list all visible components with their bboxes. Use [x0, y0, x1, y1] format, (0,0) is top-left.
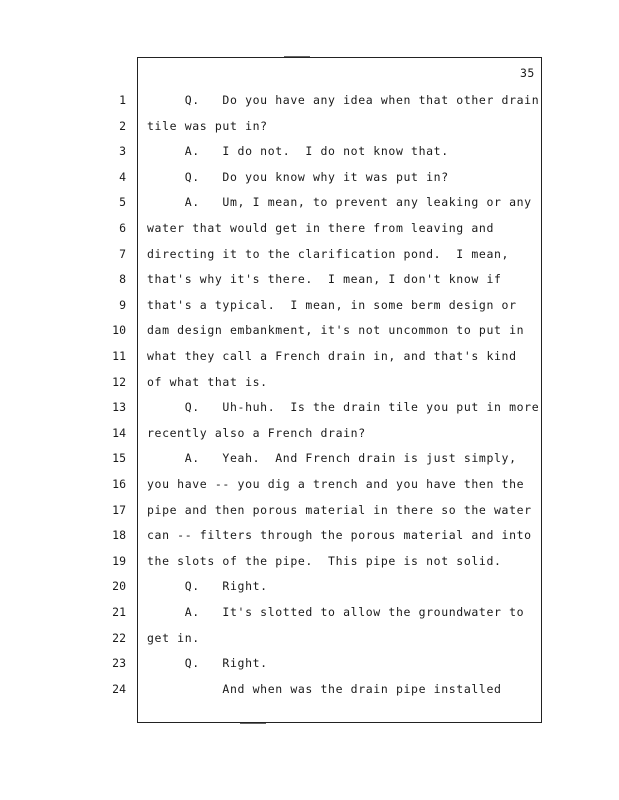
line-number: 1	[119, 93, 126, 107]
line-number: 22	[112, 631, 126, 645]
transcript-line: what they call a French drain in, and that's kind	[147, 349, 517, 363]
transcript-line: Q. Do you have any idea when that other drain	[147, 93, 540, 107]
line-number: 18	[112, 528, 126, 542]
transcript-line: Q. Right.	[147, 579, 268, 593]
transcript-line: that's a typical. I mean, in some berm design or	[147, 298, 517, 312]
transcript-line: get in.	[147, 631, 200, 645]
line-number: 24	[112, 682, 126, 696]
transcript-line: A. Um, I mean, to prevent any leaking or any	[147, 195, 532, 209]
line-number: 4	[119, 170, 126, 184]
transcript-line: you have -- you dig a trench and you have then the	[147, 477, 525, 491]
line-number: 23	[112, 656, 126, 670]
line-number: 6	[119, 221, 126, 235]
line-number: 16	[112, 477, 126, 491]
transcript-line: A. I do not. I do not know that.	[147, 144, 449, 158]
transcript-line: Q. Right.	[147, 656, 268, 670]
line-number: 13	[112, 400, 126, 414]
transcript-line: of what that is.	[147, 375, 268, 389]
transcript-line: A. It's slotted to allow the groundwater to	[147, 605, 525, 619]
line-number: 19	[112, 554, 126, 568]
line-number: 5	[119, 195, 126, 209]
line-number: 2	[119, 119, 126, 133]
scan-mark-top	[284, 56, 310, 57]
transcript-line: directing it to the clarification pond. I mean,	[147, 247, 510, 261]
line-number: 15	[112, 451, 126, 465]
transcript-line: A. Yeah. And French drain is just simply,	[147, 451, 517, 465]
transcript-line: Q. Uh-huh. Is the drain tile you put in more	[147, 400, 540, 414]
line-number: 9	[119, 298, 126, 312]
transcript-line: Q. Do you know why it was put in?	[147, 170, 449, 184]
scan-mark-bottom	[240, 723, 266, 724]
transcript-line: tile was put in?	[147, 119, 268, 133]
line-number: 21	[112, 605, 126, 619]
transcript-line: can -- filters through the porous material and into	[147, 528, 532, 542]
line-number: 14	[112, 426, 126, 440]
transcript-line: pipe and then porous material in there so the water	[147, 503, 532, 517]
transcript-line: recently also a French drain?	[147, 426, 366, 440]
line-number: 17	[112, 503, 126, 517]
transcript-line: that's why it's there. I mean, I don't know if	[147, 272, 502, 286]
line-number: 3	[119, 144, 126, 158]
page-number: 35	[520, 66, 535, 80]
line-number: 10	[112, 323, 126, 337]
transcript-line: And when was the drain pipe installed	[147, 682, 502, 696]
line-number: 8	[119, 272, 126, 286]
transcript-line: water that would get in there from leaving and	[147, 221, 495, 235]
transcript-line: dam design embankment, it's not uncommon to put in	[147, 323, 525, 337]
transcript-line: the slots of the pipe. This pipe is not solid.	[147, 554, 502, 568]
line-number: 12	[112, 375, 126, 389]
line-number: 11	[112, 349, 126, 363]
line-number: 7	[119, 247, 126, 261]
line-number: 20	[112, 579, 126, 593]
